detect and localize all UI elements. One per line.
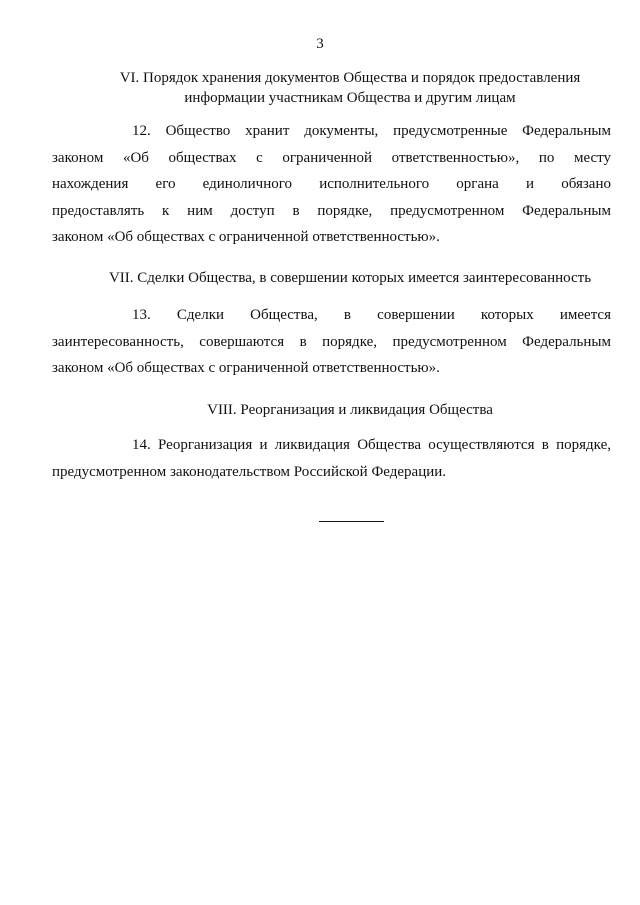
heading-line: VI. Порядок хранения документов Общества и порядок предоставления — [119, 70, 581, 86]
paragraph-line: предусмотренном законодательством Российской Федерации. — [52, 463, 447, 480]
paragraph-13 — [52, 302, 611, 382]
paragraph-line: 12. Общество хранит документы, предусмотренные Федеральным — [132, 123, 611, 139]
heading-line: VIII. Реорганизация и ликвидация Общества — [207, 402, 493, 418]
paragraph-line: 13. Сделки Общества, в совершении которых имеется — [132, 307, 611, 323]
paragraph-line: законом «Об обществах с ограниченной ответственностью». — [52, 229, 440, 245]
heading-line: VII. Сделки Общества, в совершении которых имеется заинтересованность — [108, 270, 592, 286]
heading-line: информации участникам Общества и другим лицам — [184, 90, 516, 106]
page-number: 3 — [316, 36, 324, 52]
paragraph-12 — [52, 118, 611, 251]
closing-divider-line — [319, 521, 384, 522]
section-heading-viii — [60, 400, 640, 420]
paragraph-14 — [52, 432, 611, 485]
paragraph-line: 14. Реорганизация и ликвидация Общества осуществляются в порядке, — [132, 437, 611, 453]
paragraph-line: законом «Об обществах с ограниченной ответственностью». — [52, 360, 440, 376]
paragraph-line: нахождения его единоличного исполнительного органа и обязано — [52, 176, 611, 192]
paragraph-line: заинтересованность, совершаются в порядке, предусмотренном Федеральным — [52, 333, 611, 350]
section-heading-vi — [60, 68, 640, 108]
paragraph-line: предоставлять к ним доступ в порядке, предусмотренном Федеральным — [52, 202, 611, 219]
paragraph-line: законом «Об обществах с ограниченной ответственностью», по месту — [52, 149, 611, 166]
section-heading-vii — [60, 268, 640, 288]
